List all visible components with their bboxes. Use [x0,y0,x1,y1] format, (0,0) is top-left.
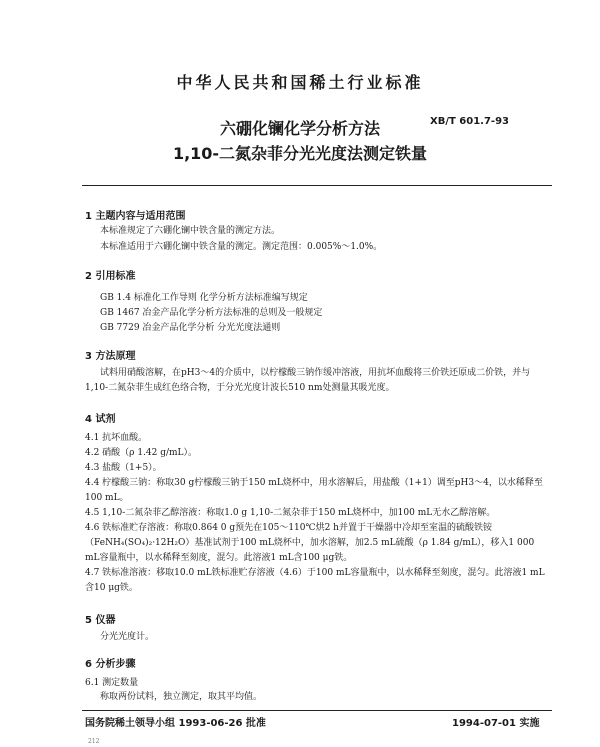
standard-number: XB/T 601.7-93 [430,116,509,127]
implementation-date: 1994-07-01 实施 [452,718,540,729]
section-6-heading: 6 分析步骤 [85,659,136,670]
national-standard-title: 中华人民共和国稀土行业标准 [176,73,424,92]
reagent-item: 4.5 1,10-二氮杂菲乙醇溶液：称取1.0 g 1,10-二氮杂菲于150 mL烧杯中，加100 mL无水乙醇溶解。 [85,508,496,518]
header-divider [82,185,552,186]
document-title-line1: 六硼化镧化学分析方法 [219,119,380,138]
approval-line: 国务院稀土领导小组 1993-06-26 批准 [85,718,266,729]
footer-divider [82,710,552,711]
section-5-heading: 5 仪器 [85,615,116,626]
reagent-item: 4.7 铁标准溶液：移取10.0 mL铁标准贮存溶液（4.6）于100 mL容量瓶中，以水稀释至刻度，混匀。此溶液1 mL含10 μg铁。 [85,568,545,593]
reagent-item: 4.3 盐酸（1+5）。 [85,463,162,473]
reference-item: GB 1.4 标准化工作导则 化学分析方法标准编写规定 [100,293,308,303]
section-6-1-text: 称取两份试料，独立测定，取其平均值。 [100,692,263,702]
reagent-item: 4.4 柠檬酸三钠：称取30 g柠檬酸三钠于150 mL烧杯中，用水溶解后，用盐酸（1+1）调至pH3～4，以水稀释至100 mL。 [85,478,543,503]
section-1-heading: 1 主题内容与适用范围 [85,211,186,222]
document-title-line2: 1,10-二氮杂菲分光光度法测定铁量 [172,144,428,163]
section-1-paragraph-2: 本标准适用于六硼化镧中铁含量的测定。测定范围：0.005%～1.0%。 [100,242,383,252]
section-3-text: 试料用硝酸溶解，在pH3～4的介质中，以柠檬酸三钠作缓冲溶液，用抗坏血酸将三价铁还原成二价铁，并与1,10-二氮杂菲生成红色络合物，于分光光度计波长510 nm处测量其吸光度。 [85,368,531,393]
reagent-item: 4.2 硝酸（ρ 1.42 g/mL）。 [85,448,198,458]
reagent-item: 4.1 抗坏血酸。 [85,433,148,443]
section-4-heading: 4 试剂 [85,414,116,425]
section-1-paragraph-1: 本标准规定了六硼化镧中铁含量的测定方法。 [100,226,281,236]
reference-item: GB 1467 冶金产品化学分析方法标准的总则及一般规定 [100,308,323,318]
section-2-heading: 2 引用标准 [85,271,136,282]
reference-item: GB 7729 冶金产品化学分析 分光光度法通则 [100,323,281,333]
section-5-text: 分光光度计。 [100,632,155,642]
section-6-1-heading: 6.1 测定数量 [85,678,139,688]
page-number: 212 [88,738,100,745]
section-3-heading: 3 方法原理 [85,351,136,362]
reagent-item: 4.6 铁标准贮存溶液：称取0.864 0 g预先在105～110℃烘2 h并置于干燥器中冷却至室温的硫酸铁铵（FeNH₄(SO₄)₂·12H₂O）基准试剂于100 mL烧杯中，加水溶解，加2.5 mL硫酸（ρ 1.84 g/mL），移入1 000 mL容量瓶中，以水稀释至刻度，混匀。此溶液1 mL含100 μg铁。 [85,523,535,563]
